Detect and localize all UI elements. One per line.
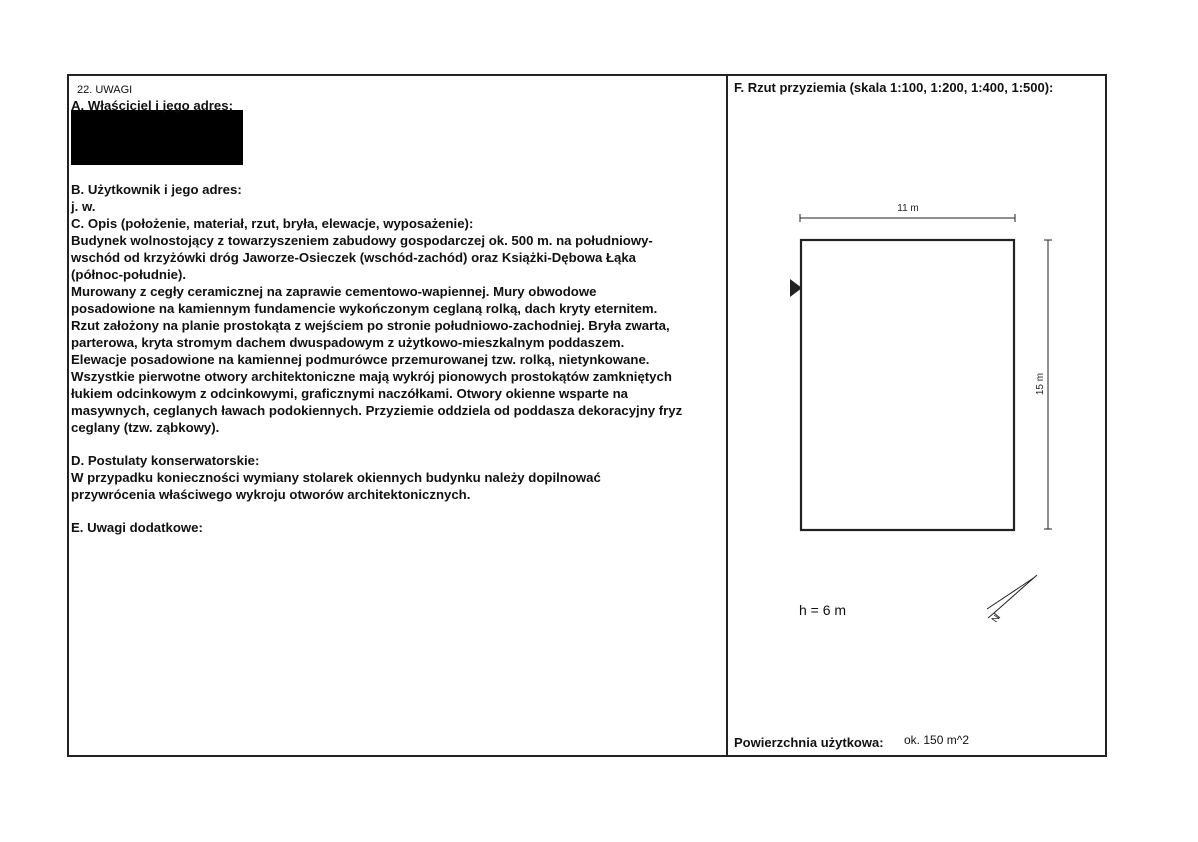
user-value: j. w. bbox=[71, 199, 96, 214]
north-arrow-icon bbox=[987, 575, 1037, 624]
height-label: h = 6 m bbox=[799, 602, 847, 618]
conservation-heading: D. Postulaty konserwatorskie: bbox=[71, 453, 260, 468]
width-label: 11 m bbox=[897, 203, 919, 214]
description-heading: C. Opis (położenie, materiał, rzut, bryła, elewacje, wyposażenie): bbox=[71, 216, 474, 231]
plan-title: F. Rzut przyziemia (skala 1:100, 1:200, 1:400, 1:500): bbox=[734, 80, 1054, 95]
redacted-block bbox=[71, 110, 243, 165]
additional-heading: E. Uwagi dodatkowe: bbox=[71, 520, 203, 535]
user-heading: B. Użytkownik i jego adres: bbox=[71, 182, 242, 197]
usable-area-label: Powierzchnia użytkowa: bbox=[734, 735, 884, 750]
conservation-text: W przypadku konieczności wymiany stolarek okiennych budynku należy dopilnować przywrócenia właściwego wykroju otworów architektonicznych. bbox=[71, 470, 601, 502]
section-number: 22. UWAGI bbox=[77, 84, 133, 96]
building-outline bbox=[801, 240, 1014, 530]
owner-heading: A. Właściciel i jego adres: bbox=[71, 98, 233, 113]
length-label: 15 m bbox=[1035, 372, 1046, 396]
usable-area-value: ok. 150 m^2 bbox=[904, 733, 969, 747]
remarks-panel bbox=[71, 84, 731, 536]
floor-plan-drawing bbox=[780, 195, 1080, 640]
description-location: Budynek wolnostojący z towarzyszeniem zabudowy gospodarczej ok. 500 m. na południowy- wschód od krzyżówki dróg Jaworze-Osieczek (wschód-zachód) oraz Książki-Dębowa Łąka (północ-południe). bbox=[71, 233, 653, 282]
north-label: N bbox=[989, 613, 1002, 625]
description-construction: Murowany z cegły ceramicznej na zaprawie cementowo-wapiennej. Mury obwodowe posadowione na kamiennym fundamencie wykończonym ceglaną rolką, dach kryty eternitem. Rzut założony na planie prostokąta z wejściem po stronie południowo-zachodniej. Bryła zwarta, parterowa, kryta stromym dachem dwuspadowym z użytkowo-mieszkalnym poddaszem. Elewacje posadowione na kamiennej podmurówce przemurowanej tzw. rolką, nietynkowane. Wszystkie pierwotne otwory architektoniczne mają wykrój pionowych prostokątów zamkniętych łukiem odcinkowym z odcinkowymi, graficznymi naczółkami. Otwory okienne wsparte na masywnych, ceglanych ławach podokiennych. Przyziemie oddziela od poddasza dekoracyjny fryz ceglany (tzw. ząbkowy). bbox=[71, 284, 683, 435]
